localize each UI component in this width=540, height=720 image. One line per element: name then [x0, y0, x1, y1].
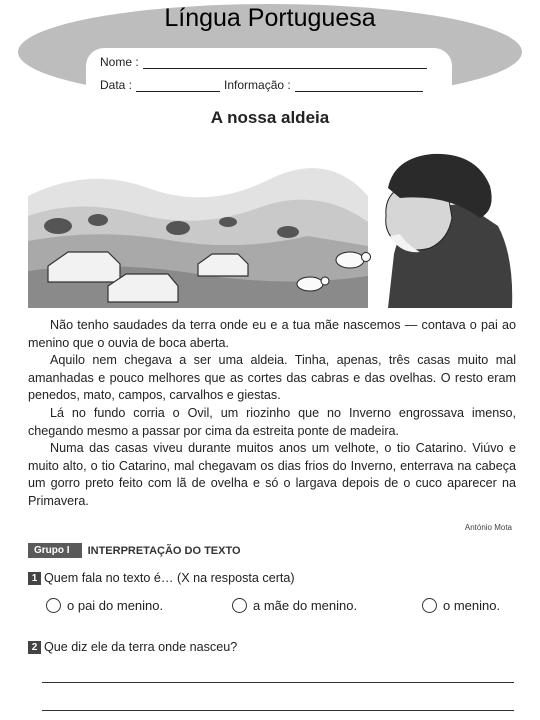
radio-circle-icon[interactable]: [232, 598, 247, 613]
answer-line[interactable]: [42, 682, 514, 683]
answer-line[interactable]: [42, 710, 514, 711]
story-text: [28, 317, 516, 511]
story-paragraph: Lá no fundo corria o Ovil, um riozinho que no Inverno engrossava imenso, chegando mesmo a passar por cima da estreita ponte de madeira.: [28, 405, 516, 438]
option-mother[interactable]: [232, 598, 357, 613]
option-boy[interactable]: [422, 598, 500, 613]
option-father[interactable]: [46, 598, 163, 613]
date-info-row: [100, 78, 423, 92]
story-author: António Mota: [464, 523, 512, 532]
radio-circle-icon[interactable]: [46, 598, 61, 613]
option-label: a mãe do menino.: [253, 598, 358, 613]
name-label: Nome :: [100, 55, 139, 69]
question-number-badge: 1: [28, 572, 41, 585]
info-label: Informação :: [224, 78, 291, 92]
date-input-line[interactable]: [136, 79, 220, 92]
page-title: Língua Portuguesa: [164, 4, 376, 32]
story-paragraph: Não tenho saudades da terra onde eu e a tua mãe nascemos — contava o pai ao menino que o ouvia de boca aberta.: [28, 318, 516, 350]
option-label: o menino.: [443, 598, 501, 613]
group-title: INTERPRETAÇÃO DO TEXTO: [87, 544, 241, 557]
question-1: [28, 571, 295, 585]
question-1-text: Quem fala no texto é… (X na resposta certa): [44, 571, 295, 585]
info-input-line[interactable]: [295, 79, 423, 92]
story-paragraph: Numa das casas viveu durante muitos anos um velhote, o tio Catarino. Viúvo e muito alto, o tio Catarino, mal chegavam os dias frios do Inverno, enterrava na cabeça um gorro preto feito com lã de ovelha e só o largava depois de o cuco aparecer na Primavera.: [28, 441, 516, 508]
question-number-badge: 2: [28, 641, 41, 654]
story-paragraph: Aquilo nem chegava a ser uma aldeia. Tinha, apenas, três casas muito mal amanhadas e pouco melhores que as cortes das cabras e das ovelhas. O resto eram penedos, mato, campos, carvalhos e giestas.: [28, 353, 516, 403]
radio-circle-icon[interactable]: [422, 598, 437, 613]
village-old-man-illustration: [28, 136, 514, 308]
question-2-text: Que diz ele da terra onde nasceu?: [44, 640, 238, 654]
story-title: A nossa aldeia: [210, 108, 330, 127]
name-input-line[interactable]: [143, 56, 427, 69]
question-2: [28, 640, 237, 654]
option-label: o pai do menino.: [67, 598, 164, 613]
group-header: [28, 543, 241, 558]
name-field-row: [100, 55, 427, 69]
date-label: Data :: [100, 78, 133, 92]
group-badge: Grupo I: [28, 543, 82, 558]
